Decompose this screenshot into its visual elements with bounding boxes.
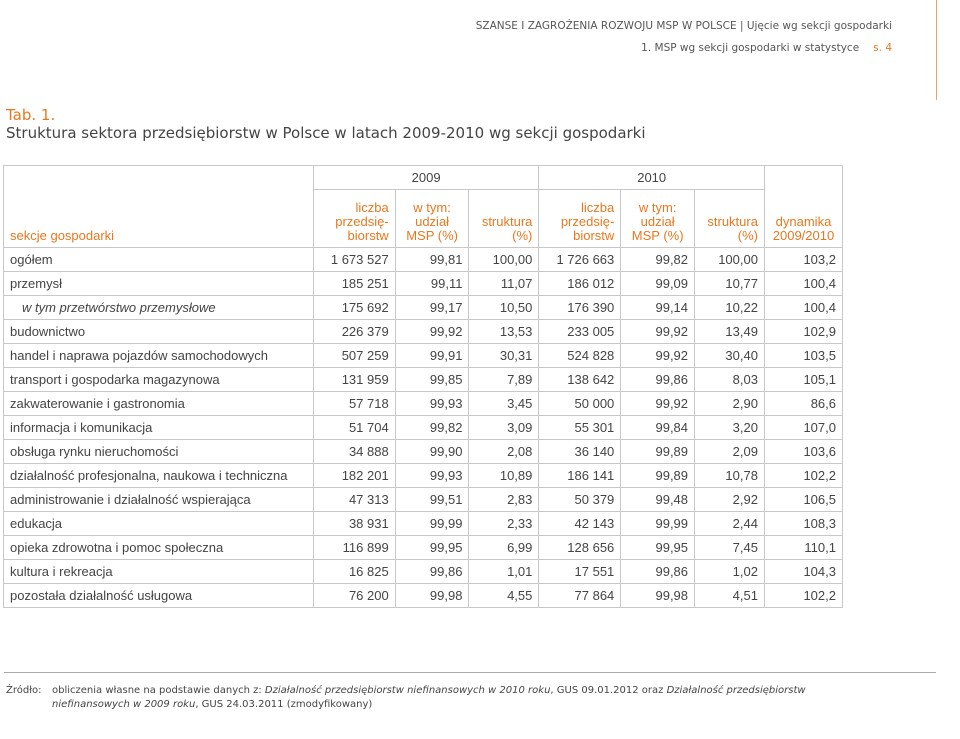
row-value: 38 931	[313, 512, 395, 536]
row-value: 99,81	[395, 248, 469, 272]
row-value: 107,0	[764, 416, 842, 440]
col-header-line: (%)	[737, 228, 758, 243]
source-note	[6, 684, 806, 712]
row-value: 13,53	[469, 320, 539, 344]
table-row	[4, 536, 843, 560]
col-header-msp-2009	[395, 190, 469, 248]
row-value: 1,01	[469, 560, 539, 584]
row-value: 6,99	[469, 536, 539, 560]
col-header-line: struktura	[481, 214, 533, 229]
table-title: Struktura sektora przedsiębiorstw w Polsce w latach 2009-2010 wg sekcji gospodarki	[6, 124, 646, 142]
table-row	[4, 368, 843, 392]
row-value: 57 718	[313, 392, 395, 416]
col-header-line: liczba	[355, 200, 389, 215]
row-value: 104,3	[764, 560, 842, 584]
row-value: 99,84	[621, 416, 695, 440]
table-row	[4, 560, 843, 584]
row-value: 4,51	[695, 584, 765, 608]
table-row	[4, 320, 843, 344]
row-value: 99,98	[395, 584, 469, 608]
row-value: 7,45	[695, 536, 765, 560]
table-row	[4, 440, 843, 464]
row-value: 175 692	[313, 296, 395, 320]
col-header-line: udział	[415, 214, 450, 229]
row-value: 99,92	[621, 344, 695, 368]
row-value: 2,09	[695, 440, 765, 464]
row-label: obsługa rynku nieruchomości	[4, 440, 314, 464]
row-value: 77 864	[539, 584, 621, 608]
row-value: 99,89	[621, 440, 695, 464]
row-value: 10,89	[469, 464, 539, 488]
row-label: handel i naprawa pojazdów samochodowych	[4, 344, 314, 368]
row-value: 99,92	[621, 320, 695, 344]
row-value: 86,6	[764, 392, 842, 416]
table-row	[4, 464, 843, 488]
source-ref-1: Działalność przedsiębiorstw niefinansowych w 2010 roku	[264, 685, 551, 696]
row-value: 102,9	[764, 320, 842, 344]
row-value: 30,40	[695, 344, 765, 368]
row-value: 105,1	[764, 368, 842, 392]
col-header-line: przedsię-	[335, 214, 389, 229]
row-label: edukacja	[4, 512, 314, 536]
row-value: 3,20	[695, 416, 765, 440]
row-value: 2,08	[469, 440, 539, 464]
row-value: 51 704	[313, 416, 395, 440]
row-value: 2,83	[469, 488, 539, 512]
col-header-line: przedsię-	[560, 214, 615, 229]
source-suffix: , GUS 24.03.2011 (zmodyfikowany)	[195, 699, 373, 710]
table-body	[4, 248, 843, 608]
row-value: 99,91	[395, 344, 469, 368]
row-value: 99,99	[395, 512, 469, 536]
page-number: s. 4	[873, 42, 892, 54]
row-value: 11,07	[469, 272, 539, 296]
row-value: 99,86	[621, 560, 695, 584]
table-row	[4, 512, 843, 536]
row-value: 99,98	[621, 584, 695, 608]
source-divider	[4, 672, 936, 673]
row-value: 106,5	[764, 488, 842, 512]
row-value: 99,99	[621, 512, 695, 536]
row-value: 47 313	[313, 488, 395, 512]
table-row	[4, 272, 843, 296]
row-value: 99,48	[621, 488, 695, 512]
col-header-line: struktura	[707, 214, 758, 229]
col-header-line: dynamika	[775, 214, 832, 229]
col-header-msp-2010	[621, 190, 695, 248]
row-value: 99,90	[395, 440, 469, 464]
row-value: 99,51	[395, 488, 469, 512]
row-value: 103,6	[764, 440, 842, 464]
row-value: 99,95	[621, 536, 695, 560]
row-value: 42 143	[539, 512, 621, 536]
row-value: 185 251	[313, 272, 395, 296]
row-value: 16 825	[313, 560, 395, 584]
row-value: 10,77	[695, 272, 765, 296]
table-row	[4, 344, 843, 368]
row-label: administrowanie i działalność wspierająca	[4, 488, 314, 512]
row-value: 99,09	[621, 272, 695, 296]
table-row	[4, 488, 843, 512]
row-label: informacja i komunikacja	[4, 416, 314, 440]
row-value: 1 673 527	[313, 248, 395, 272]
row-value: 3,45	[469, 392, 539, 416]
row-value: 99,93	[395, 464, 469, 488]
row-label: opieka zdrowotna i pomoc społeczna	[4, 536, 314, 560]
row-value: 99,89	[621, 464, 695, 488]
row-value: 128 656	[539, 536, 621, 560]
row-value: 226 379	[313, 320, 395, 344]
table-row	[4, 248, 843, 272]
row-value: 99,82	[395, 416, 469, 440]
row-value: 131 959	[313, 368, 395, 392]
row-value: 76 200	[313, 584, 395, 608]
row-label: budownictwo	[4, 320, 314, 344]
row-value: 116 899	[313, 536, 395, 560]
col-header-year-2010: 2010	[539, 166, 765, 190]
row-value: 100,00	[695, 248, 765, 272]
col-header-line: w tym:	[638, 200, 677, 215]
row-value: 102,2	[764, 464, 842, 488]
row-value: 99,85	[395, 368, 469, 392]
table-row	[4, 584, 843, 608]
col-header-section: sekcje gospodarki	[4, 166, 314, 248]
col-header-line: biorstw	[347, 228, 389, 243]
row-value: 30,31	[469, 344, 539, 368]
row-value: 176 390	[539, 296, 621, 320]
data-table	[3, 165, 843, 608]
row-label: działalność profesjonalna, naukowa i techniczna	[4, 464, 314, 488]
col-header-count-2010	[539, 190, 621, 248]
row-value: 103,5	[764, 344, 842, 368]
row-value: 7,89	[469, 368, 539, 392]
row-value: 34 888	[313, 440, 395, 464]
row-value: 2,92	[695, 488, 765, 512]
col-header-line: (%)	[512, 228, 533, 243]
row-value: 100,4	[764, 296, 842, 320]
source-ref-2b: niefinansowych w 2009 roku	[52, 699, 196, 710]
source-ref-2a: Działalność przedsiębiorstw	[666, 685, 806, 696]
row-value: 3,09	[469, 416, 539, 440]
col-header-line: MSP (%)	[631, 228, 684, 243]
table-row	[4, 392, 843, 416]
row-value: 50 000	[539, 392, 621, 416]
row-value: 99,14	[621, 296, 695, 320]
col-header-line: liczba	[581, 200, 615, 215]
running-header-section	[641, 42, 892, 54]
row-value: 55 301	[539, 416, 621, 440]
row-value: 1,02	[695, 560, 765, 584]
col-header-line: 2009/2010	[772, 228, 835, 243]
running-header-title: SZANSE I ZAGROŻENIA ROZWOJU MSP W POLSCE | Ujęcie wg sekcji gospodarki	[475, 20, 892, 32]
row-value: 8,03	[695, 368, 765, 392]
row-value: 10,78	[695, 464, 765, 488]
row-value: 110,1	[764, 536, 842, 560]
col-header-struct-2010	[695, 190, 765, 248]
row-value: 2,33	[469, 512, 539, 536]
header-divider	[936, 0, 937, 100]
row-value: 99,11	[395, 272, 469, 296]
source-prefix: obliczenia własne na podstawie danych z:	[52, 685, 265, 696]
row-value: 108,3	[764, 512, 842, 536]
row-value: 10,50	[469, 296, 539, 320]
row-value: 99,86	[395, 560, 469, 584]
row-value: 138 642	[539, 368, 621, 392]
row-value: 99,92	[621, 392, 695, 416]
row-value: 1 726 663	[539, 248, 621, 272]
row-label: pozostała działalność usługowa	[4, 584, 314, 608]
row-label: kultura i rekreacja	[4, 560, 314, 584]
col-header-count-2009	[313, 190, 395, 248]
row-label: transport i gospodarka magazynowa	[4, 368, 314, 392]
table-row	[4, 296, 843, 320]
row-value: 99,86	[621, 368, 695, 392]
row-label: zakwaterowanie i gastronomia	[4, 392, 314, 416]
row-value: 99,17	[395, 296, 469, 320]
row-value: 99,82	[621, 248, 695, 272]
row-value: 182 201	[313, 464, 395, 488]
row-value: 233 005	[539, 320, 621, 344]
row-label: ogółem	[4, 248, 314, 272]
row-value: 99,92	[395, 320, 469, 344]
row-label: w tym przetwórstwo przemysłowe	[4, 296, 314, 320]
col-header-line: w tym:	[413, 200, 451, 215]
row-value: 2,44	[695, 512, 765, 536]
row-value: 507 259	[313, 344, 395, 368]
col-header-struct-2009	[469, 190, 539, 248]
row-value: 186 141	[539, 464, 621, 488]
row-value: 36 140	[539, 440, 621, 464]
section-name: 1. MSP wg sekcji gospodarki w statystyce	[641, 42, 860, 54]
col-header-line: MSP (%)	[406, 228, 458, 243]
table-number: Tab. 1.	[6, 106, 56, 124]
row-value: 102,2	[764, 584, 842, 608]
row-value: 10,22	[695, 296, 765, 320]
row-value: 99,93	[395, 392, 469, 416]
row-value: 99,95	[395, 536, 469, 560]
col-header-year-2009: 2009	[313, 166, 539, 190]
row-value: 100,00	[469, 248, 539, 272]
row-value: 17 551	[539, 560, 621, 584]
row-label: przemysł	[4, 272, 314, 296]
row-value: 100,4	[764, 272, 842, 296]
table-row	[4, 416, 843, 440]
row-value: 103,2	[764, 248, 842, 272]
col-header-dynamics	[764, 166, 842, 248]
row-value: 4,55	[469, 584, 539, 608]
source-mid: , GUS 09.01.2012 oraz	[550, 685, 667, 696]
source-label: Źródło:	[6, 685, 42, 696]
row-value: 186 012	[539, 272, 621, 296]
row-value: 524 828	[539, 344, 621, 368]
row-value: 13,49	[695, 320, 765, 344]
row-value: 50 379	[539, 488, 621, 512]
col-header-line: biorstw	[573, 228, 615, 243]
col-header-line: udział	[640, 214, 675, 229]
row-value: 2,90	[695, 392, 765, 416]
